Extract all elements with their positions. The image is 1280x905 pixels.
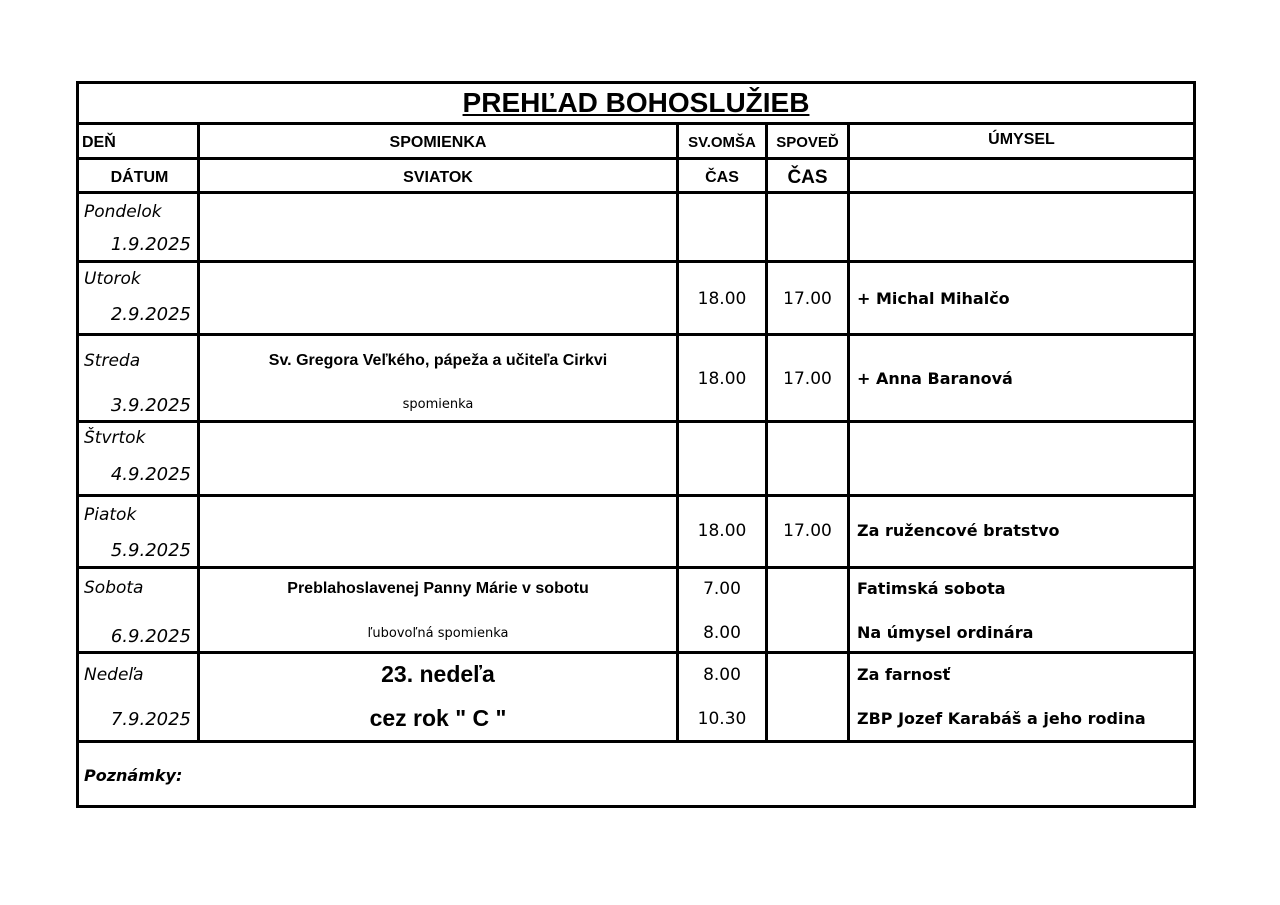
confession-time: 17.00 (783, 521, 832, 541)
notes-label: Poznámky: (84, 766, 183, 785)
row-day: Piatok (84, 505, 137, 525)
divider (79, 157, 1193, 160)
row-day: Sobota (84, 578, 144, 598)
intention: + Anna Baranová (857, 369, 1013, 388)
divider (79, 333, 1193, 336)
divider (847, 122, 850, 743)
intention: Za farnosť (857, 665, 951, 684)
header-spomienka: SPOMIENKA (389, 134, 487, 151)
header-umysel: ÚMYSEL (988, 131, 1055, 148)
row-date: 4.9.2025 (110, 464, 191, 485)
confession-time: 17.00 (783, 289, 832, 309)
header-sv-omsa: SV.OMŠA (688, 134, 756, 151)
divider (79, 494, 1193, 497)
divider (197, 122, 200, 743)
row-date: 5.9.2025 (110, 540, 191, 561)
page-title: PREHĽAD BOHOSLUŽIEB (462, 87, 810, 118)
divider (79, 191, 1193, 194)
mass-time: 8.00 (703, 665, 741, 685)
divider (79, 420, 1193, 423)
row-date: 3.9.2025 (110, 395, 191, 416)
feast-kind: ľubovoľná spomienka (367, 626, 509, 641)
row-day: Nedeľa (84, 665, 144, 685)
header-den: DEŇ (82, 134, 116, 151)
row-date: 1.9.2025 (110, 234, 191, 255)
row-day: Utorok (84, 269, 141, 289)
intention: ZBP Jozef Karabáš a jeho rodina (857, 709, 1146, 728)
confession-time: 17.00 (783, 369, 832, 389)
feast-name: 23. nedeľa (381, 661, 495, 687)
mass-time: 8.00 (703, 623, 741, 643)
divider (79, 260, 1193, 263)
header-sviatok: SVIATOK (403, 169, 473, 186)
mass-time: 10.30 (697, 709, 747, 729)
mass-time: 18.00 (697, 289, 747, 309)
intention: Za ružencové bratstvo (857, 521, 1060, 540)
header-spoved: SPOVEĎ (776, 134, 839, 151)
divider (79, 740, 1193, 743)
row-day: Štvrtok (84, 428, 146, 448)
intention: Fatimská sobota (857, 579, 1006, 598)
feast-kind: spomienka (402, 397, 474, 412)
feast-name: Preblahoslavenej Panny Márie v sobotu (287, 580, 589, 597)
feast-kind: cez rok " C " (369, 705, 507, 731)
row-date: 2.9.2025 (110, 304, 191, 325)
row-day: Streda (84, 351, 141, 371)
header-spoved-cas: ČAS (787, 167, 828, 188)
mass-time: 7.00 (703, 579, 741, 599)
mass-time: 18.00 (697, 521, 747, 541)
header-datum: DÁTUM (110, 169, 169, 186)
row-date: 6.9.2025 (110, 626, 191, 647)
header-omsa-cas: ČAS (705, 169, 739, 186)
feast-name: Sv. Gregora Veľkého, pápeža a učiteľa Cirkvi (268, 352, 608, 369)
schedule-table (76, 81, 1196, 808)
mass-time: 18.00 (697, 369, 747, 389)
row-day: Pondelok (84, 202, 162, 222)
divider (765, 122, 768, 743)
row-date: 7.9.2025 (110, 709, 191, 730)
divider (79, 566, 1193, 569)
intention: + Michal Mihalčo (857, 289, 1010, 308)
intention: Na úmysel ordinára (857, 623, 1034, 642)
divider (79, 122, 1193, 125)
divider (79, 651, 1193, 654)
divider (676, 122, 679, 743)
